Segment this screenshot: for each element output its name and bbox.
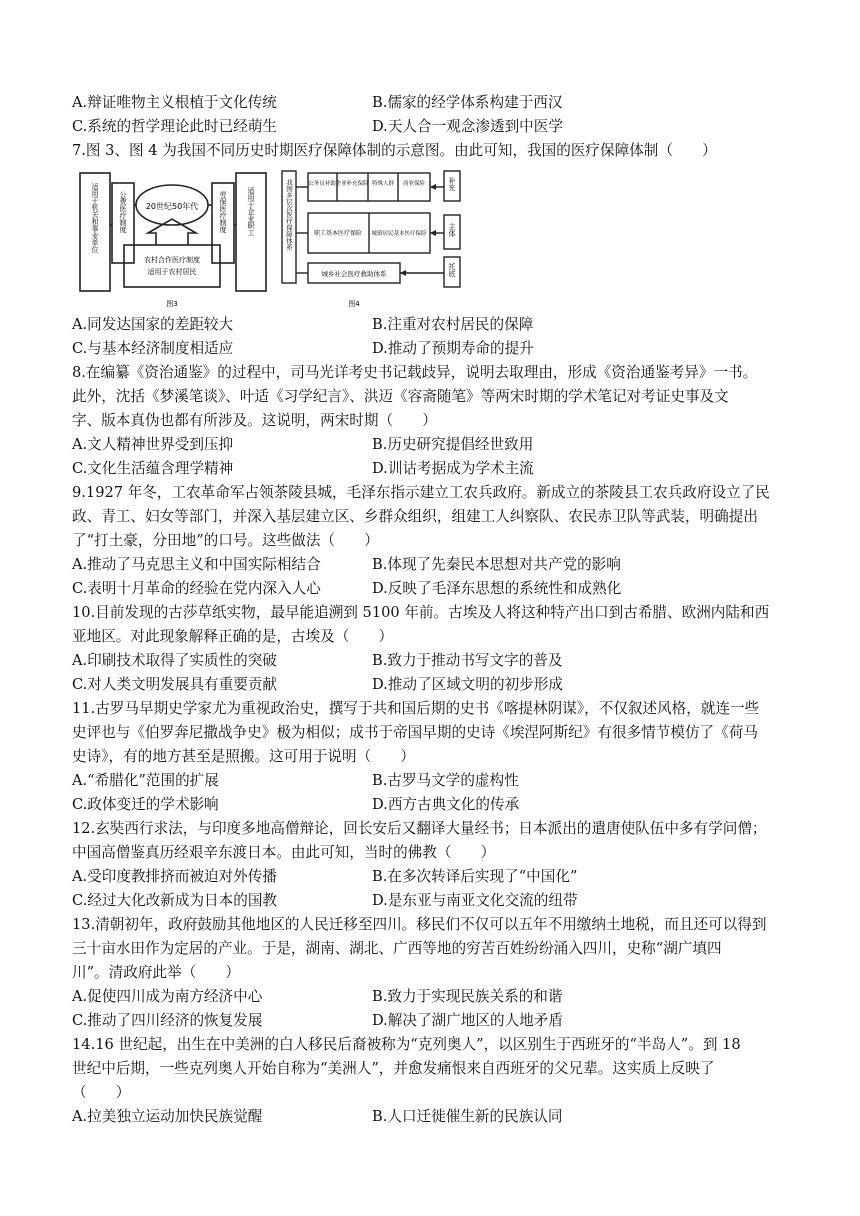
q6-option-d[interactable]: D.天人合一观念渗透到中医学 xyxy=(372,118,563,135)
fig4-top-box-3: 特殊人群 xyxy=(371,181,395,187)
fig4-side-label-2: 主体 xyxy=(448,223,456,237)
q11-option-a[interactable]: A.“希腊化”范围的扩展 xyxy=(72,772,219,789)
q9-stem-line-1: 9.1927 年冬，工农革命军占领茶陵县城，毛泽东指示建立工农兵政府。新成立的茶陵县工农兵政府设立了民 xyxy=(72,484,770,501)
fig4-side-label-1: 补充 xyxy=(448,177,456,191)
q6-option-b[interactable]: B.儒家的经学体系构建于西汉 xyxy=(372,94,563,111)
q11-option-d[interactable]: D.西方古典文化的传承 xyxy=(372,796,520,813)
figure-4-diagram xyxy=(278,165,478,311)
q12-option-d[interactable]: D.是东亚与南亚文化交流的纽带 xyxy=(372,892,578,909)
fig3-right-side-label: 适用于企业职工 xyxy=(247,187,255,236)
q11-stem-line-2: 史评也与《伯罗奔尼撒战争史》极为相似；成书于帝国早期的史诗《埃涅阿斯纪》有很多情节模仿了《荷马 xyxy=(72,724,758,741)
q8-stem-line-2: 此外，沈括《梦溪笔谈》、叶适《习学纪言》、洪迈《容斋随笔》等两宋时期的学术笔记对考证史事及文 xyxy=(72,388,729,405)
figure-3-diagram xyxy=(72,165,272,311)
q9-stem-line-3: 了“打土豪，分田地”的口号。这些做法（ ） xyxy=(72,532,379,549)
q7-option-d[interactable]: D.推动了预期寿命的提升 xyxy=(372,340,534,357)
fig4-top-box-2: 企业补充保险 xyxy=(335,181,369,187)
q13-option-b[interactable]: B.致力于实现民族关系的和谐 xyxy=(372,988,563,1005)
q6-option-a[interactable]: A.辩证唯物主义根植于文化传统 xyxy=(72,94,277,111)
q13-stem-line-2: 三十亩水田作为定居的产业。于是，湖南、湖北、广西等地的穷苦百姓纷纷涌入四川，史称“湖广填四 xyxy=(72,940,722,957)
q13-option-c[interactable]: C.推动了四川经济的恢复发展 xyxy=(72,1012,263,1029)
fig3-left-side-label: 适用于机关和事业单位 xyxy=(91,183,99,253)
q6-option-c[interactable]: C.系统的哲学理论此时已经萌生 xyxy=(72,118,278,135)
q13-option-a[interactable]: A.促使四川成为南方经济中心 xyxy=(72,988,263,1005)
fig4-mid-box-2: 城镇居民基本医疗保险 xyxy=(371,231,427,237)
q8-option-d[interactable]: D.训诂考据成为学术主流 xyxy=(372,460,534,477)
q14-stem-line-1: 14.16 世纪起，出生在中美洲的白人移民后裔被称为“克列奥人”，以区别生于西班牙的“半岛人”。到 18 xyxy=(72,1036,741,1053)
q8-option-a[interactable]: A.文人精神世界受到压抑 xyxy=(72,436,234,453)
fig4-bottom-label: 城乡社会医疗救助体系 xyxy=(321,270,387,278)
fig4-main-label: 我国多层次医疗保障体系 xyxy=(285,179,293,251)
q11-option-b[interactable]: B.古罗马文学的虚构性 xyxy=(372,772,519,789)
q9-option-d[interactable]: D.反映了毛泽东思想的系统性和成熟化 xyxy=(372,580,622,597)
q8-stem-line-1: 8.在编纂《资治通鉴》的过程中，司马光详考史书记载歧异，说明去取理由，形成《资治通鉴考异》一书。 xyxy=(72,364,758,381)
figure-4 xyxy=(278,165,478,311)
q14-option-a[interactable]: A.拉美独立运动加快民族觉醒 xyxy=(72,1108,263,1125)
fig4-mid-box-1: 职工基本医疗保险 xyxy=(313,230,363,237)
q10-option-a[interactable]: A.印刷技术取得了实质性的突破 xyxy=(72,652,277,669)
q13-stem-line-1: 13.清朝初年，政府鼓励其他地区的人民迁移至四川。移民们不仅可以五年不用缴纳土地税，而且还可以得到 xyxy=(72,916,767,933)
fig4-side-label-3: 托底 xyxy=(448,263,456,277)
q10-stem-line-1: 10.目前发现的古莎草纸实物，最早能追溯到 5100 年前。古埃及人将这种特产出口到古希腊、欧洲内陆和西 xyxy=(72,604,770,621)
q11-stem-line-1: 11.古罗马早期史学家尤为重视政治史，撰写于共和国后期的史书《喀提林阴谋》，不仅叙述风格，就连一些 xyxy=(72,700,760,717)
q13-option-d[interactable]: D.解决了湖广地区的人地矛盾 xyxy=(372,1012,563,1029)
q9-stem-line-2: 政、青工、妇女等部门，并深入基层建立区、乡群众组织，组建工人纠察队、农民赤卫队等武装，明确提出 xyxy=(72,508,758,525)
q14-option-b[interactable]: B.人口迁徙催生新的民族认同 xyxy=(372,1108,563,1125)
fig3-right-box-label: 劳保医疗制度 xyxy=(219,191,227,233)
q9-option-c[interactable]: C.表明十月革命的经验在党内深入人心 xyxy=(72,580,321,597)
fig3-left-box-label: 公费医疗制度 xyxy=(119,191,127,233)
q14-stem-line-2: 世纪中后期，一些克列奥人开始自称为“美洲人”，并愈发痛恨来自西班牙的父兄辈。这实质上反映了 xyxy=(72,1060,715,1077)
q7-option-a[interactable]: A.同发达国家的差距较大 xyxy=(72,316,234,333)
q14-stem-line-3: （ ） xyxy=(72,1084,131,1101)
q7-option-b[interactable]: B.注重对农村居民的保障 xyxy=(372,316,534,333)
fig3-center-label: 20世纪50年代 xyxy=(145,202,199,211)
fig3-bottom-label-1: 农村合作医疗制度 xyxy=(144,256,200,264)
q9-option-b[interactable]: B.体现了先秦民本思想对共产党的影响 xyxy=(372,556,621,573)
q12-option-b[interactable]: B.在多次转译后实现了“中国化” xyxy=(372,868,578,885)
fig3-bottom-box xyxy=(124,245,220,287)
fig4-top-group xyxy=(308,173,430,201)
q7-stem: 7.图 3、图 4 为我国不同历史时期医疗保障体制的示意图。由此可知，我国的医疗保障体制（ ） xyxy=(72,142,717,159)
q13-stem-line-3: 川”。清政府此举（ ） xyxy=(72,964,240,981)
q8-option-c[interactable]: C.文化生活蕴含理学精神 xyxy=(72,460,234,477)
q12-option-c[interactable]: C.经过大化改新成为日本的国教 xyxy=(72,892,278,909)
q9-option-a[interactable]: A.推动了马克思主义和中国实际相结合 xyxy=(72,556,321,573)
fig4-top-box-1: 公务员补助 xyxy=(308,181,336,187)
q8-stem-line-3: 字、版本真伪也都有所涉及。这说明，两宋时期（ ） xyxy=(72,412,437,429)
q10-option-c[interactable]: C.对人类文明发展具有重要贡献 xyxy=(72,676,278,693)
q7-option-c[interactable]: C.与基本经济制度相适应 xyxy=(72,340,234,357)
q11-option-c[interactable]: C.政体变迁的学术影响 xyxy=(72,796,219,813)
q12-option-a[interactable]: A.受印度教排挤而被迫对外传播 xyxy=(72,868,277,885)
q10-option-b[interactable]: B.致力于推动书写文字的普及 xyxy=(372,652,563,669)
fig3-caption: 图3 xyxy=(166,300,178,308)
fig3-bottom-label-2: 适用于农村居民 xyxy=(147,268,197,276)
q11-stem-line-3: 史诗》，有的地方甚至是照搬。这可用于说明（ ） xyxy=(72,748,415,765)
q12-stem-line-2: 中国高僧鉴真历经艰辛东渡日本。由此可知，当时的佛教（ ） xyxy=(72,844,496,861)
q8-option-b[interactable]: B.历史研究提倡经世致用 xyxy=(372,436,534,453)
q12-stem-line-1: 12.玄奘西行求法，与印度多地高僧辩论，回长安后又翻译大量经书；日本派出的遣唐使队伍中多有学问僧； xyxy=(72,820,767,837)
fig4-caption: 图4 xyxy=(348,300,360,308)
q10-stem-line-2: 亚地区。对此现象解释正确的是，古埃及（ ） xyxy=(72,628,394,645)
q10-option-d[interactable]: D.推动了区域文明的初步形成 xyxy=(372,676,563,693)
fig4-top-box-4: 商业保险 xyxy=(402,181,426,187)
figure-3 xyxy=(72,165,272,311)
